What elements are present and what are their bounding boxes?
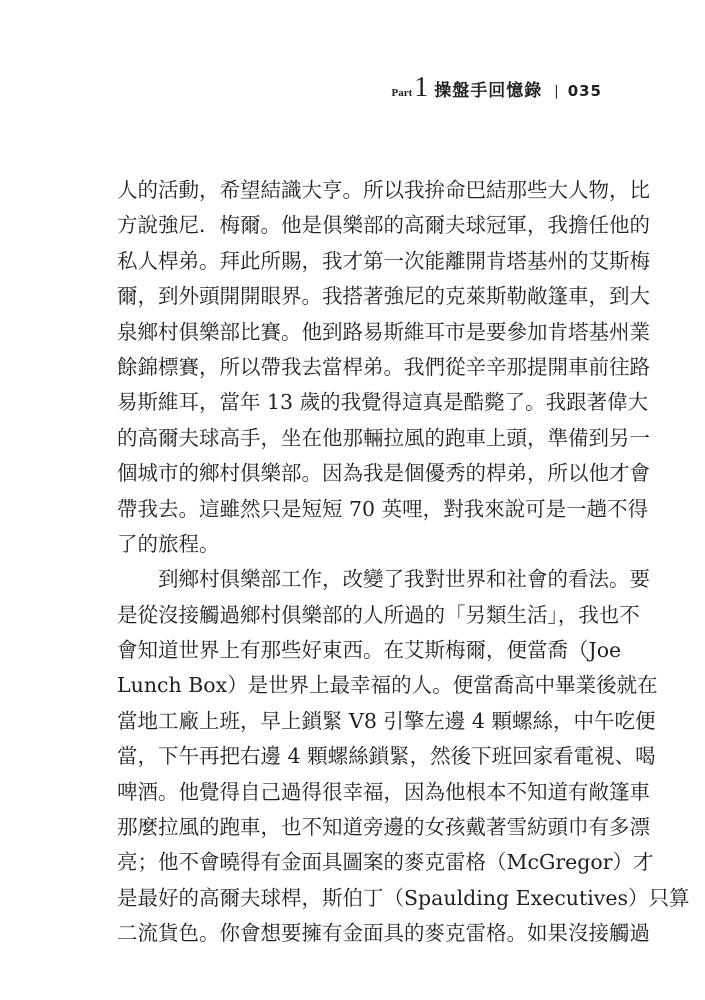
text-line: 會知道世界上有那些好東西。在艾斯梅爾，便當喬（Joe [117,638,622,663]
body-text [117,173,690,952]
part-label: Part [391,87,413,99]
text-line: 帶我去。這雖然只是短短 70 英哩，對我來說可是一趟不得 [117,496,649,521]
text-line: 人的活動，希望結識大亨。所以我拚命巴結那些大人物，比 [117,178,650,202]
running-header [392,74,602,102]
text-line: 亮；他不會曉得有金面具圖案的麥克雷格（McGregor）才 [117,850,654,875]
text-line: 是從沒接觸過鄉村俱樂部的人所過的「另類生活」，我也不 [117,602,640,627]
text-line: 啤酒。他覺得自己過得很幸福，因為他根本不知道有敞篷車 [117,779,650,804]
text-line: 是最好的高爾夫球桿，斯伯丁（Spaulding Executives）只算 [117,885,690,910]
text-line: 的高爾夫球高手，坐在他那輛拉風的跑車上頭，準備到另一 [117,425,650,450]
section-title: 操盤手回憶錄 [434,81,543,101]
text-line: 當，下午再把右邊 4 顆螺絲鎖緊，然後下班回家看電視、喝 [117,744,656,769]
header-separator: | [554,84,559,99]
text-line: 個城市的鄉村俱樂部。因為我是個優秀的桿弟，所以他才會 [117,461,650,486]
text-line: Lunch Box）是世界上最幸福的人。便當喬高中畢業後就在 [117,673,658,698]
text-line: 到鄉村俱樂部工作，改變了我對世界和社會的看法。要 [158,567,650,592]
text-line: 方說強尼．梅爾。他是俱樂部的高爾夫球冠軍，我擔任他的 [117,213,650,238]
text-line: 當地工廠上班，早上鎖緊 V8 引擎左邊 4 顆螺絲，中午吃便 [117,708,656,733]
part-number: 1 [414,72,429,103]
text-line: 私人桿弟。拜此所賜，我才第一次能離開肯塔基州的艾斯梅 [117,248,650,273]
page-number: 035 [567,82,602,100]
text-line: 易斯維耳，當年 13 歲的我覺得這真是酷斃了。我跟著偉大 [117,390,649,415]
text-line: 泉鄉村俱樂部比賽。他到路易斯維耳市是要參加肯塔基州業 [117,319,650,344]
text-line: 了的旅程。 [117,531,220,556]
text-line: 那麼拉風的跑車，也不知道旁邊的女孩戴著雪紡頭巾有多漂 [117,815,650,840]
text-line: 二流貨色。你會想要擁有金面具的麥克雷格。如果沒接觸過 [117,921,650,946]
text-line: 爾，到外頭開開眼界。我搭著強尼的克萊斯勒敞篷車，到大 [117,284,650,309]
text-line: 餘錦標賽，所以帶我去當桿弟。我們從辛辛那提開車前往路 [117,354,650,379]
